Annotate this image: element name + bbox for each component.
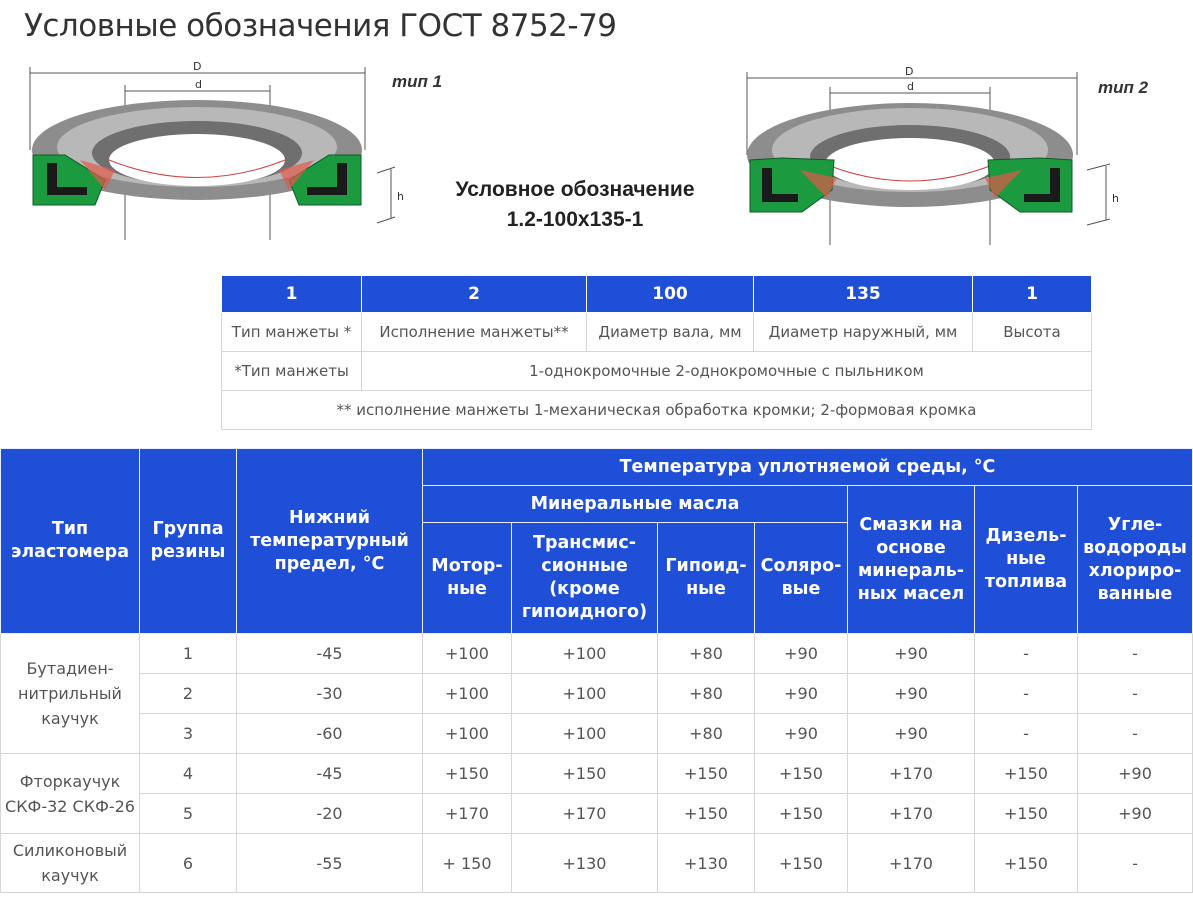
- value-cell: +170: [512, 794, 658, 834]
- value-cell: +130: [512, 834, 658, 893]
- elastomer-cell: Силиконовый каучук: [1, 834, 140, 893]
- table-row: [1, 834, 1193, 893]
- value-cell: +90: [755, 714, 848, 754]
- value-cell: +170: [848, 794, 975, 834]
- col-lower-limit: Нижний температурный предел, °С: [237, 449, 423, 634]
- type1-label: тип 1: [392, 72, 443, 91]
- dim-h-label-2: h: [1112, 192, 1119, 205]
- exec-note-row: [222, 391, 1092, 430]
- exec-note: ** исполнение манжеты 1-механическая обработка кромки; 2-формовая кромка: [222, 391, 1092, 430]
- col-medium-temp: Температура уплотняемой среды, °С: [423, 449, 1193, 486]
- designation-line1: Условное обозначение: [455, 178, 695, 201]
- col-mineral-oils: Минеральные масла: [423, 486, 848, 523]
- table-row: [1, 794, 1193, 834]
- value-cell: -: [1078, 714, 1193, 754]
- value-cell: -30: [237, 674, 423, 714]
- meaning-cell: Исполнение манжеты**: [362, 313, 587, 352]
- value-cell: +150: [512, 754, 658, 794]
- code-cell: 2: [362, 276, 587, 313]
- value-cell: +90: [755, 674, 848, 714]
- value-cell: +170: [848, 754, 975, 794]
- value-cell: -20: [237, 794, 423, 834]
- col-hypoid: Гипоид-ные: [658, 523, 755, 634]
- value-cell: +80: [658, 714, 755, 754]
- value-cell: +170: [423, 794, 512, 834]
- value-cell: +170: [848, 834, 975, 893]
- value-cell: +100: [512, 674, 658, 714]
- value-cell: +90: [848, 674, 975, 714]
- value-cell: 5: [140, 794, 237, 834]
- col-diesel: Дизель-ные топлива: [975, 486, 1078, 634]
- value-cell: +90: [848, 634, 975, 674]
- seal-type1-figure: [25, 55, 415, 245]
- value-cell: +150: [975, 834, 1078, 893]
- value-cell: -: [975, 674, 1078, 714]
- col-motor: Мотор-ные: [423, 523, 512, 634]
- value-cell: +130: [658, 834, 755, 893]
- value-cell: 3: [140, 714, 237, 754]
- dim-h-label: h: [397, 190, 404, 203]
- value-cell: -: [1078, 674, 1193, 714]
- value-cell: +150: [658, 794, 755, 834]
- meaning-cell: Диаметр наружный, мм: [754, 313, 973, 352]
- dim-D-label-2: D: [905, 65, 914, 78]
- code-header-row: [222, 276, 1092, 313]
- designation-code-table: [221, 275, 1092, 430]
- value-cell: -45: [237, 634, 423, 674]
- seal-type2-figure: [742, 60, 1137, 250]
- dim-D-label: D: [193, 60, 202, 73]
- type2-label: тип 2: [1098, 78, 1149, 97]
- value-cell: -45: [237, 754, 423, 794]
- designation-example: [420, 175, 730, 235]
- col-greases: Смазки на основе минераль-ных масел: [848, 486, 975, 634]
- col-elastomer: Тип эластомера: [1, 449, 140, 634]
- value-cell: +90: [755, 634, 848, 674]
- value-cell: +150: [755, 834, 848, 893]
- value-cell: +90: [1078, 794, 1193, 834]
- value-cell: -: [1078, 834, 1193, 893]
- value-cell: -: [975, 634, 1078, 674]
- meaning-cell: Тип манжеты *: [222, 313, 362, 352]
- code-cell: 135: [754, 276, 973, 313]
- value-cell: +150: [658, 754, 755, 794]
- meaning-cell: Высота: [973, 313, 1092, 352]
- meaning-cell: Диаметр вала, мм: [587, 313, 754, 352]
- value-cell: +100: [423, 674, 512, 714]
- col-solar: Соляро-вые: [755, 523, 848, 634]
- value-cell: -: [1078, 634, 1193, 674]
- type-note-row: [222, 352, 1092, 391]
- temperature-table: [0, 448, 1193, 893]
- temperature-table-body: [1, 634, 1193, 893]
- value-cell: +150: [975, 754, 1078, 794]
- designation-code: 1.2-100x135-1: [506, 208, 644, 231]
- col-hydrocarbons: Угле-водороды хлориро-ванные: [1078, 486, 1193, 634]
- value-cell: +80: [658, 634, 755, 674]
- value-cell: +100: [512, 634, 658, 674]
- elastomer-cell: Фторкаучук СКФ-32 СКФ-26: [1, 754, 140, 834]
- value-cell: +100: [423, 714, 512, 754]
- value-cell: 2: [140, 674, 237, 714]
- value-cell: +90: [848, 714, 975, 754]
- value-cell: -60: [237, 714, 423, 754]
- value-cell: +90: [1078, 754, 1193, 794]
- value-cell: +150: [975, 794, 1078, 834]
- dim-d-label-2: d: [907, 80, 914, 93]
- elastomer-cell: Бутадиен-нитрильный каучук: [1, 634, 140, 754]
- value-cell: 1: [140, 634, 237, 674]
- value-cell: +100: [512, 714, 658, 754]
- type-note-label: *Тип манжеты: [222, 352, 362, 391]
- value-cell: -: [975, 714, 1078, 754]
- value-cell: +100: [423, 634, 512, 674]
- value-cell: 4: [140, 754, 237, 794]
- col-transmission: Трансмис-сионные (кроме гипоидного): [512, 523, 658, 634]
- table-row: [1, 634, 1193, 674]
- value-cell: +80: [658, 674, 755, 714]
- value-cell: +150: [755, 754, 848, 794]
- code-meaning-row: [222, 313, 1092, 352]
- value-cell: + 150: [423, 834, 512, 893]
- type-note-value: 1-однокромочные 2-однокромочные с пыльником: [362, 352, 1092, 391]
- table-row: [1, 714, 1193, 754]
- value-cell: +150: [755, 794, 848, 834]
- table-row: [1, 674, 1193, 714]
- table-row: [1, 754, 1193, 794]
- code-cell: 1: [222, 276, 362, 313]
- value-cell: 6: [140, 834, 237, 893]
- col-group: Группа резины: [140, 449, 237, 634]
- dim-d-label: d: [195, 78, 202, 91]
- code-cell: 1: [973, 276, 1092, 313]
- page-title: Условные обозначения ГОСТ 8752-79: [24, 8, 617, 44]
- value-cell: +150: [423, 754, 512, 794]
- value-cell: -55: [237, 834, 423, 893]
- code-cell: 100: [587, 276, 754, 313]
